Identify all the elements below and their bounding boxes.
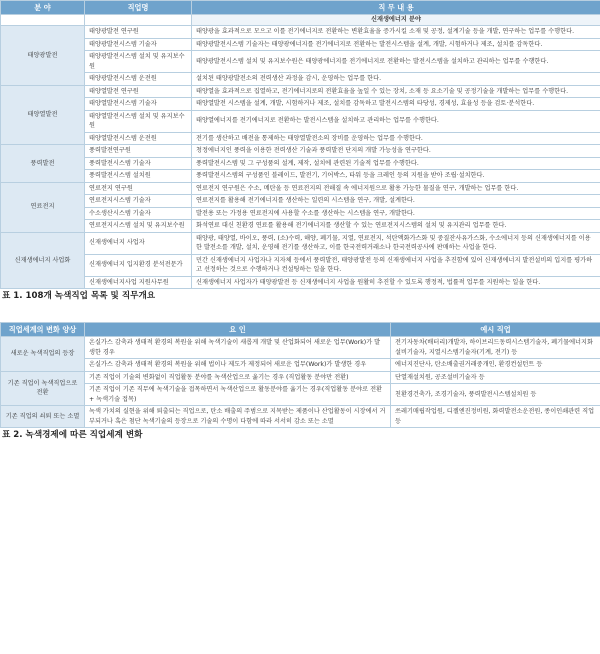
field-cell: 태양열발전 (1, 85, 85, 145)
job-duty-cell: 풍력발전시스템의 구성품인 블레이드, 발전기, 기어박스, 타워 등을 크레인 등의 지원을 받아 조립·설치한다. (192, 170, 600, 183)
job-name-cell: 신재생에너지사업 지원사무원 (85, 276, 192, 289)
job-duty-cell: 설치된 태양광발전소의 전력생산 과정을 감시, 운영하는 업무를 한다. (192, 73, 600, 86)
job-duty-cell: 민간 신재생에너지 사업자나 지자체 등에서 풍력발전, 태양광발전 등의 신재생에너지 사업을 추진함에 있어 신재생에너지 발전설비의 입지를 평가하고 선정하는 것으로 수행하거나 컨설팅하는 일을 한다. (192, 254, 600, 276)
job-name-cell: 태양광발전시스템 운전원 (85, 73, 192, 86)
job-name-cell: 태양열발전시스템 운전원 (85, 132, 192, 145)
factor-cell: 온실가스 감축과 생태적 환경의 복원을 위해 녹색기술이 새롭게 개발 및 산업화되어 새로운 업무(Work)가 발생한 경우 (85, 337, 391, 359)
job-name-cell: 풍력발전시스템 설치원 (85, 170, 192, 183)
field-cell: 태양광발전 (1, 26, 85, 86)
table-row (1, 38, 600, 51)
job-duty-cell: 발전용 또는 가정용 연료전지에 사용할 수소를 생산하는 시스템을 연구, 개발한다. (192, 207, 600, 220)
job-name-cell: 태양광발전시스템 설치 및 유지보수원 (85, 51, 192, 73)
table-row (1, 337, 600, 359)
table-row (1, 276, 600, 289)
job-duty-cell: 연료전지 연구원은 수소, 메탄올 등 연료전지의 전해질 속 에너지원으로 활용 가능한 물질을 연구, 개발하는 업무를 한다. (192, 182, 600, 195)
job-name-cell: 태양열발전시스템 설치 및 유지보수원 (85, 110, 192, 132)
factor-cell: 기존 직업이 기존 직무에 녹색기술을 접목하면서 녹색산업으로 활동분야를 옮기는 경우(직업활동 분야로 전환 + 녹색기술 접목) (85, 384, 391, 406)
job-name-cell: 풍력발전시스템 기술자 (85, 157, 192, 170)
table2-caption: 표 2. 녹색경제에 따른 직업세계 변화 (2, 430, 143, 440)
table-row (1, 85, 600, 98)
header-change-type: 직업세계의 변화 양상 (1, 323, 85, 337)
table1-caption: 표 1. 108개 녹색직업 목록 및 직무개요 (2, 291, 156, 301)
table-row (1, 359, 600, 372)
field-cell: 연료전지 (1, 182, 85, 232)
table-row (1, 157, 600, 170)
job-duty-cell: 신재생에너지 사업자가 태양광발전 등 신재생에너지 사업을 원활히 추진할 수 있도록 행정적, 법률적 업무를 지원하는 일을 한다. (192, 276, 600, 289)
table-row (1, 254, 600, 276)
job-name-cell: 연료전지시스템 설치 및 유지보수원 (85, 220, 192, 233)
change-type-cell: 새로운 녹색직업의 등장 (1, 337, 85, 372)
job-name-cell: 수소생산시스템 기술자 (85, 207, 192, 220)
header-factor: 요 인 (85, 323, 391, 337)
table-row (1, 73, 600, 86)
job-name-cell: 태양광발전 연구원 (85, 26, 192, 39)
table-row (1, 170, 600, 183)
table-row (1, 98, 600, 111)
example-cell: 전기자동차(배터리)개발자, 하이브리드동력시스템기술자, 폐기물에너지화설비기술자, 지열시스템기술자(기계, 전기) 등 (391, 337, 600, 359)
example-cell: 쓰레기매립작업원, 디젤엔진정비원, 화력발전소운전원, 종이인쇄관련 직업 등 (391, 406, 600, 428)
example-cell: 친환경건축가, 조경기술자, 풍력발전시스템설치원 등 (391, 384, 600, 406)
green-jobs-table (0, 0, 600, 289)
job-name-cell: 연료전지 연구원 (85, 182, 192, 195)
subheader-renewable: 신재생에너지 분야 (192, 15, 600, 26)
job-duty-cell: 풍력발전시스템 및 그 구성품의 설계, 제작, 설치에 관련된 기술적 업무를 수행한다. (192, 157, 600, 170)
change-type-cell: 기존 직업이 녹색직업으로 전환 (1, 371, 85, 406)
job-duty-cell: 태양광발전시스템 설치 및 유지보수원은 태양광에너지를 전기에너지로 전환하는 발전시스템을 설치하고 관리하는 업무를 수행한다. (192, 51, 600, 73)
field-cell: 풍력발전 (1, 145, 85, 183)
table-row (1, 26, 600, 39)
factor-cell: 온실가스 감축과 생태적 환경의 복원을 위해 법이나 제도가 제정되어 새로운 업무(Work)가 발생한 경우 (85, 359, 391, 372)
table-row (1, 182, 600, 195)
job-name-cell: 태양열발전시스템 기술자 (85, 98, 192, 111)
table-row (1, 132, 600, 145)
header-example: 예시 직업 (391, 323, 600, 337)
table-row (1, 232, 600, 254)
job-name-cell: 풍력발전연구원 (85, 145, 192, 158)
job-duty-cell: 청정에너지인 풍력을 이용한 전력생산 기술과 풍력발전 단지의 개발 가능성을 연구한다. (192, 145, 600, 158)
job-duty-cell: 태양광, 태양열, 바이오, 풍력, (소)수력, 해양, 폐기물, 지열, 연료전지, 석탄액화가스화 및 중질잔사유가스화, 수소에너지 등의 신재생에너지를 이용한 발전소를 개발, 설치, 운영해 전기를 생산하고, 이를 한국전력거래소나 한국전력공사에 판매하는 사업을 한다. (192, 232, 600, 254)
job-duty-cell: 연료전지를 활용해 전기에너지를 생산하는 일련의 시스템을 연구, 개발, 설계한다. (192, 195, 600, 208)
table-row (1, 51, 600, 73)
change-type-cell: 기존 직업의 쇠퇴 또는 소멸 (1, 406, 85, 428)
job-name-cell: 신재생에너지 사업자 (85, 232, 192, 254)
table-row (1, 110, 600, 132)
table-row (1, 145, 600, 158)
example-cell: 에너지진단사, 탄소배출권거래중개인, 환경컨설턴트 등 (391, 359, 600, 372)
field-cell: 신재생에너지 사업화 (1, 232, 85, 289)
table-row (1, 406, 600, 428)
example-cell: 단열재설치원, 공조설비기술자 등 (391, 371, 600, 384)
job-change-table (0, 322, 600, 428)
job-duty-cell: 화석연료 대신 친환경 연료를 활용해 전기에너지를 생산할 수 있는 연료전지시스템의 설치 및 유지관리 업무를 한다. (192, 220, 600, 233)
job-name-cell: 태양광발전시스템 기술자 (85, 38, 192, 51)
factor-cell: 녹색 가치의 실현을 위해 퇴출되는 직업으로, 탄소 배출의 주범으로 지목받는 제품이나 산업활동이 시장에서 거부되거나 혹은 첨단 녹색기술의 등장으로 기술의 수명이 다함에 따라 서서히 감소 또는 소멸 (85, 406, 391, 428)
job-name-cell: 신재생에너지 입지환경 분석전문가 (85, 254, 192, 276)
job-duty-cell: 태양열을 효과적으로 집열하고, 전기에너지로의 전환효율을 높일 수 있는 장치, 소재 등 요소기술 및 공정기술을 개발하는 업무를 수행한다. (192, 85, 600, 98)
table-row (1, 207, 600, 220)
job-name-cell: 연료전지시스템 기술자 (85, 195, 192, 208)
job-duty-cell: 전기를 생산하고 배전을 통제하는 태양열발전소의 장비를 운영하는 업무를 수행한다. (192, 132, 600, 145)
table-row (1, 195, 600, 208)
header-job: 직업명 (85, 1, 192, 15)
job-duty-cell: 태양광을 효과적으로 모으고 이를 전기에너지로 전환하는 변환효율을 증가시킬 소재 및 공정, 설계기술 등을 개발, 연구하는 업무를 수행한다. (192, 26, 600, 39)
job-duty-cell: 태양열에너지를 전기에너지로 전환하는 발전시스템을 설치하고 관리하는 업무를 수행한다. (192, 110, 600, 132)
job-name-cell: 태양열발전 연구원 (85, 85, 192, 98)
header-duty: 직 무 내 용 (192, 1, 600, 15)
table-row (1, 384, 600, 406)
job-duty-cell: 태양광발전시스템 기술자는 태양광에너지를 전기에너지로 전환하는 발전시스템을 설계, 개발, 시험하거나 제조, 설치를 감독한다. (192, 38, 600, 51)
table-row (1, 371, 600, 384)
table-row (1, 220, 600, 233)
header-field: 분 야 (1, 1, 85, 15)
factor-cell: 기존 직업이 기술의 변화없이 직업활동 분야를 녹색산업으로 옮기는 경우 (직업활동 분야만 전환) (85, 371, 391, 384)
job-duty-cell: 태양열발전 시스템을 설계, 개발, 시험하거나 제조, 설치를 감독하고 발전시스템의 타당성, 경제성, 효율성 등을 검토·분석한다. (192, 98, 600, 111)
